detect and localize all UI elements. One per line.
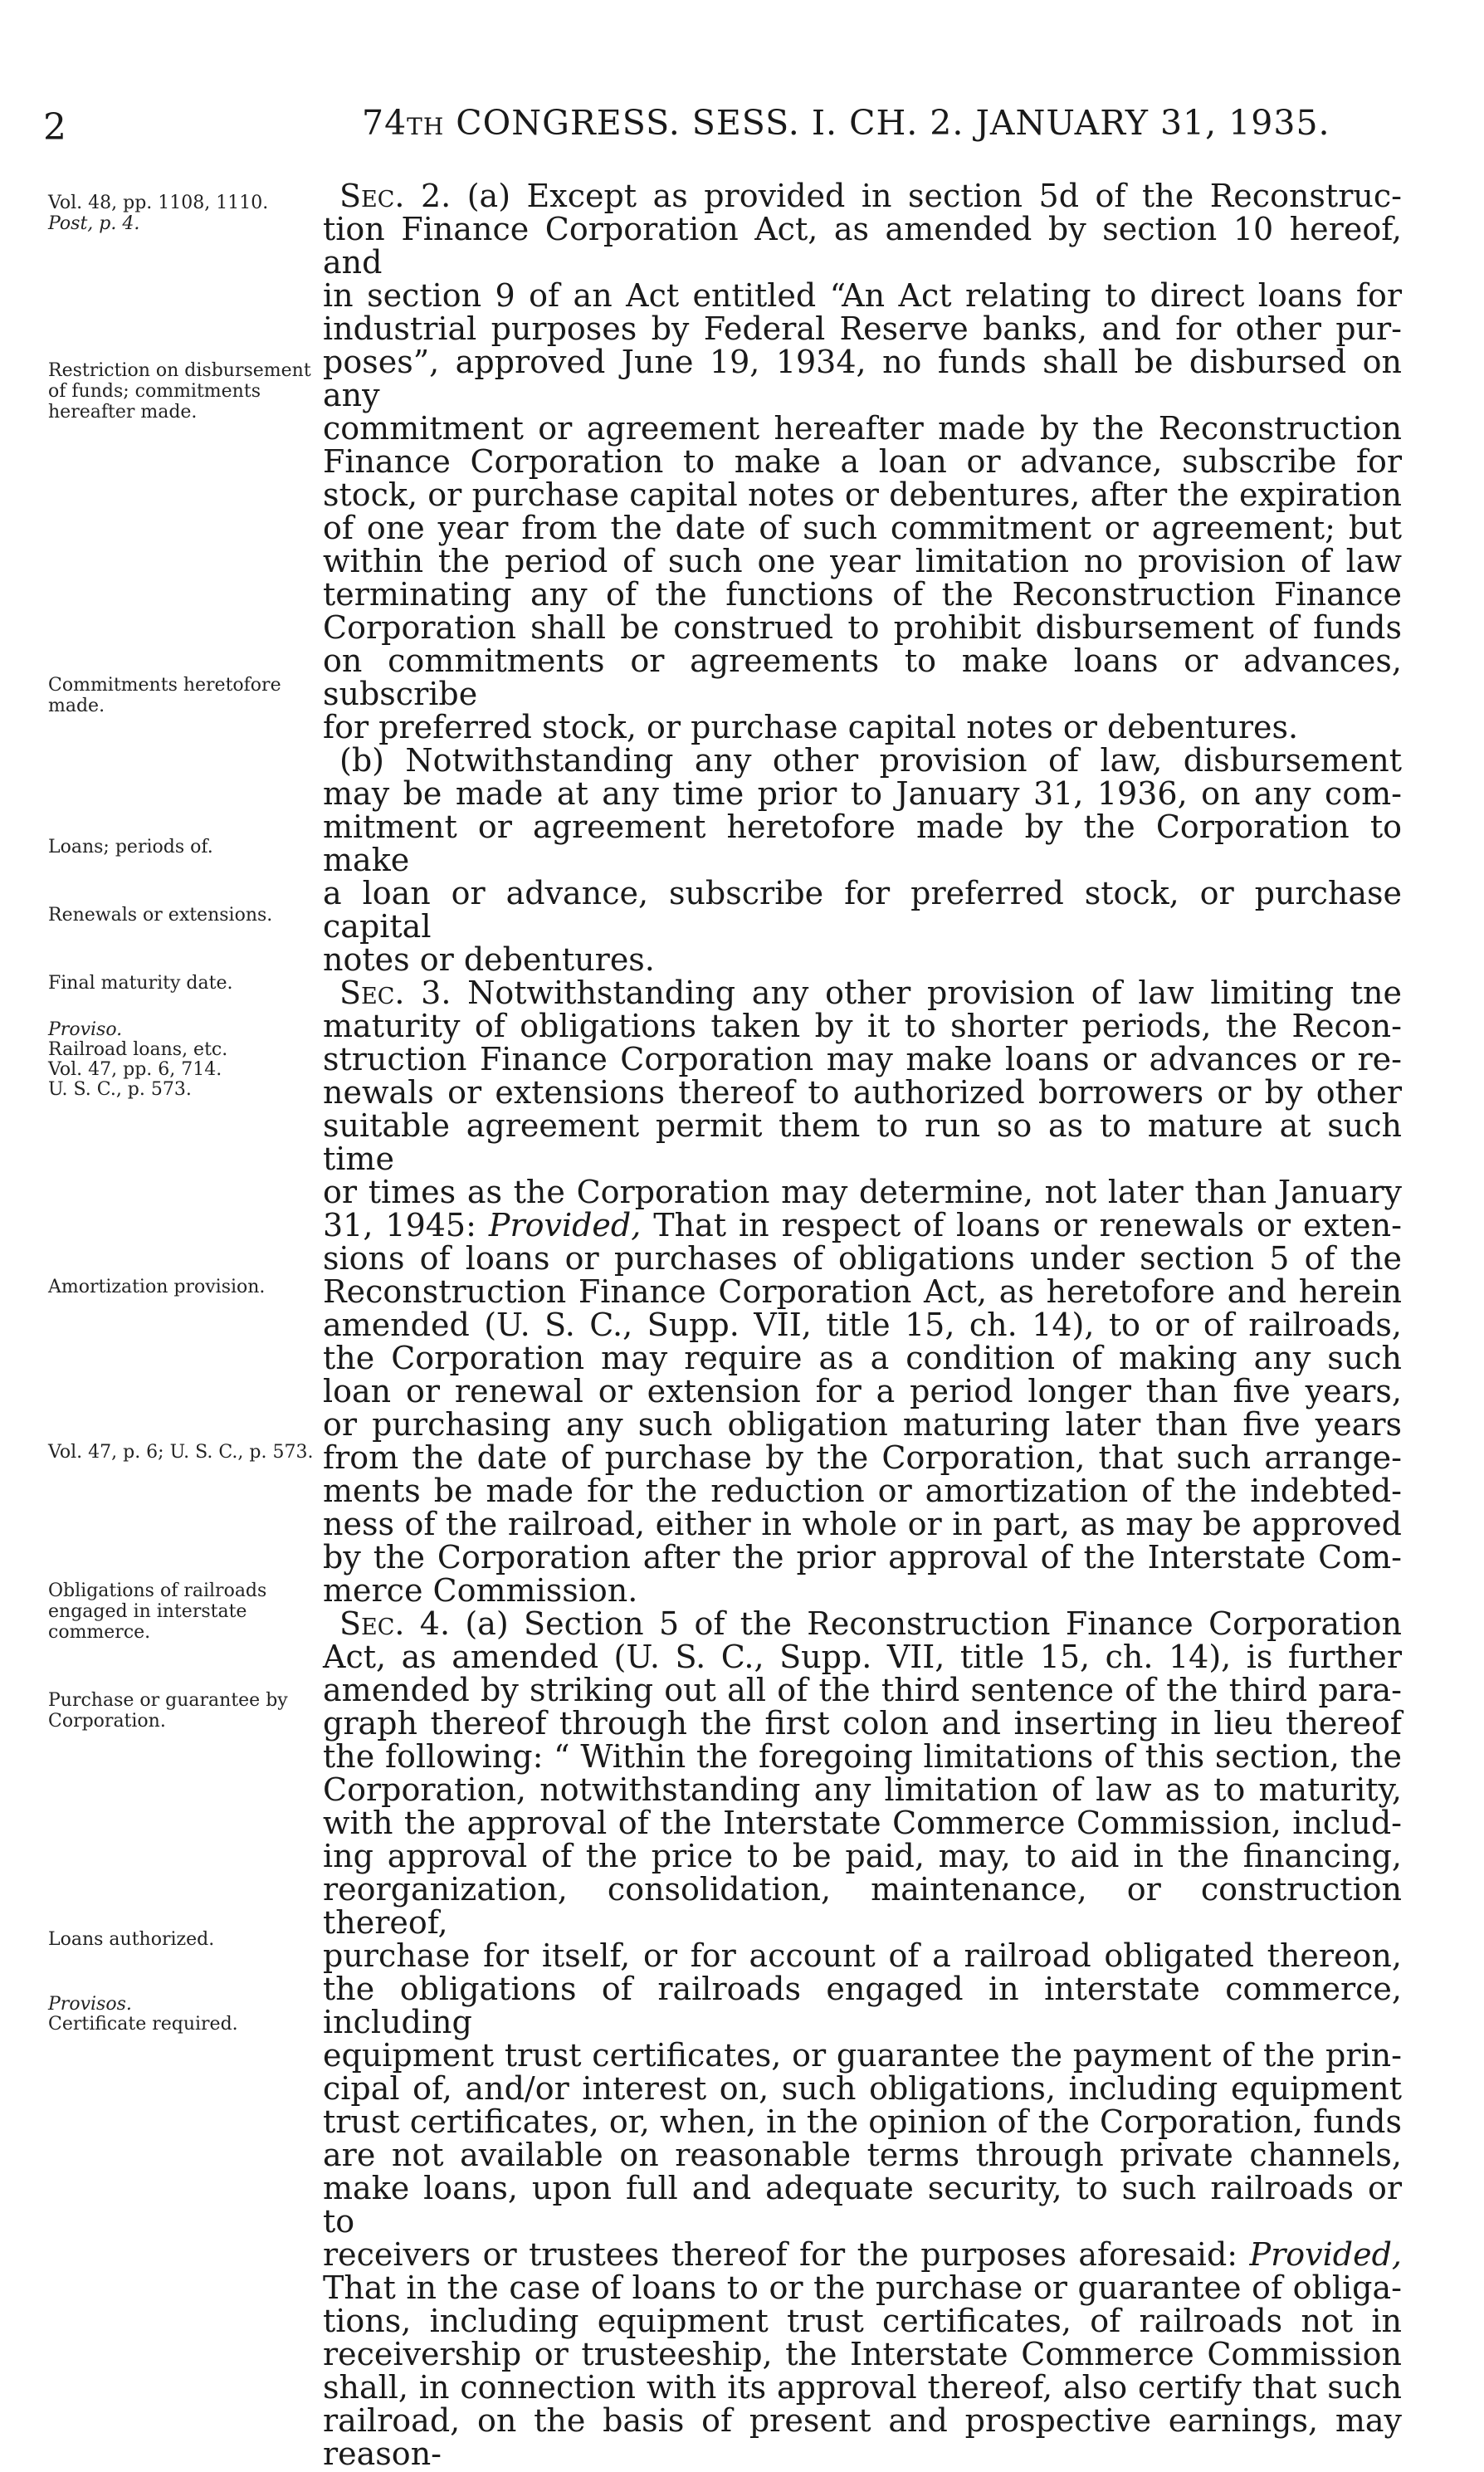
section-number: Sec. 4. (339, 1605, 451, 1642)
text-line: from the date of purchase by the Corporation, that such arrange- (323, 1439, 1402, 1476)
margin-note: Commitments heretofore made. (48, 675, 281, 716)
margin-note: Obligations of railroads engaged in interstate commerce. (48, 1580, 267, 1643)
text-line: trust certificates, or, when, in the opinion of the Corporation, funds (323, 2103, 1402, 2140)
text-line-content: receivers or trustees thereof for the purposes aforesaid: (323, 2236, 1238, 2273)
margin-note-italic: Proviso. (48, 1019, 123, 1040)
text-line: terminating any of the functions of the Reconstruction Finance (323, 576, 1402, 613)
text-line: may be made at any time prior to January 31, 1936, on any com- (323, 775, 1402, 812)
running-head-ordinal-suffix: TH (407, 113, 445, 140)
text-line: loan or renewal or extension for a period longer than five years, (323, 1373, 1402, 1409)
text-line: or purchasing any such obligation maturing later than five years (323, 1406, 1402, 1443)
text-line: the following: “ Within the foregoing limitations of this section, the (323, 1738, 1402, 1775)
text-line: equipment trust certificates, or guarantee the payment of the prin- (323, 2037, 1402, 2074)
text-line (323, 976, 1402, 1009)
margin-note: Vol. 48, pp. 1108, 1110. (48, 193, 269, 213)
text-line: sions of loans or purchases of obligations under section 5 of the (323, 1240, 1402, 1277)
margin-note: Restriction on disbursement of funds; commitments hereafter made. (48, 360, 311, 423)
text-line-content: (a) Section 5 of the Reconstruction Finance Corporation (465, 1605, 1402, 1642)
margin-note (48, 1994, 314, 2015)
text-line: for preferred stock, or purchase capital notes or debentures. (323, 709, 1299, 745)
text-line: by the Corporation after the prior approval of the Interstate Com- (323, 1539, 1402, 1576)
text-line: the obligations of railroads engaged in interstate commerce, including (323, 1971, 1402, 2040)
text-line: amended (U. S. C., Supp. VII, title 15, ch. 14), to or of railroads, (323, 1307, 1402, 1343)
margin-note: Vol. 47, p. 6; U. S. C., p. 573. (48, 1442, 314, 1463)
text-line: (b) Notwithstanding any other provision of law, disbursement (339, 742, 1402, 779)
margin-note: U. S. C., p. 573. (48, 1079, 192, 1100)
running-head (362, 103, 1330, 143)
text-line: ing approval of the price to be paid, may, to aid in the financing, (323, 1838, 1402, 1874)
text-line: merce Commission. (323, 1572, 638, 1609)
text-line: a loan or advance, subscribe for preferred stock, or purchase capital (323, 875, 1402, 945)
margin-note (48, 213, 314, 234)
text-line: poses”, approved June 19, 1934, no funds shall be disbursed on any (323, 344, 1402, 413)
text-line: reorganization, consolidation, maintenance, or construction thereof, (323, 1871, 1402, 1941)
text-line: Act, as amended (U. S. C., Supp. VII, title 15, ch. 14), is further (323, 1639, 1402, 1675)
text-line (323, 1209, 1402, 1242)
text-line: on commitments or agreements to make loans or advances, subscribe (323, 642, 1402, 712)
page-number: 2 (43, 106, 66, 149)
margin-note: Loans; periods of. (48, 837, 213, 857)
text-line: industrial purposes by Federal Reserve banks, and for other pur- (323, 310, 1402, 347)
section-number: Sec. 2. (339, 178, 452, 214)
text-line: ments be made for the reduction or amortization of the indebted- (323, 1473, 1402, 1509)
margin-note: Certificate required. (48, 2014, 238, 2035)
text-line-content: 31, 1945: (323, 1207, 476, 1243)
margin-note: Railroad loans, etc. (48, 1039, 228, 1060)
margin-note: Purchase or guarantee by Corporation. (48, 1690, 288, 1732)
text-line: graph thereof through the first colon and inserting in lieu thereof (323, 1705, 1402, 1742)
text-line: suitable agreement permit them to run so as to mature at such time (323, 1107, 1402, 1177)
statute-body (323, 179, 1402, 2470)
text-line: with the approval of the Interstate Commerce Commission, includ- (323, 1805, 1402, 1841)
text-line: commitment or agreement hereafter made by the Reconstruction (323, 410, 1402, 447)
running-head-congress-number: 74 (362, 103, 408, 143)
text-line-content: Notwithstanding any other provision of law limiting tne (467, 975, 1402, 1011)
text-line: shall, in connection with its approval thereof, also certify that such (323, 2369, 1402, 2406)
proviso-word: Provided, (1249, 2236, 1402, 2273)
text-line: or times as the Corporation may determine, not later than January (323, 1174, 1402, 1210)
text-line: are not available on reasonable terms through private channels, (323, 2137, 1402, 2173)
text-line (323, 1607, 1402, 1640)
margin-note: Amortization provision. (48, 1277, 266, 1297)
margin-note: Final maturity date. (48, 973, 233, 994)
margin-note: Vol. 47, pp. 6, 714. (48, 1059, 222, 1080)
proviso-word: Provided, (488, 1207, 642, 1243)
text-line: of one year from the date of such commitment or agreement; but (323, 510, 1402, 546)
text-line: That in the case of loans to or the purchase or guarantee of obliga- (323, 2269, 1402, 2306)
text-line: purchase for itself, or for account of a railroad obligated thereon, (323, 1937, 1402, 1974)
text-line: the Corporation may require as a condition of making any such (323, 1340, 1402, 1376)
text-line: in section 9 of an Act entitled “An Act relating to direct loans for (323, 277, 1402, 314)
text-line: tions, including equipment trust certificates, of railroads not in (323, 2303, 1402, 2339)
text-line: railroad, on the basis of present and prospective earnings, may reason- (323, 2402, 1402, 2472)
margin-note-italic: Provisos. (48, 1994, 132, 2015)
text-line: stock, or purchase capital notes or debentures, after the expiration (323, 476, 1402, 513)
text-line: within the period of such one year limitation no provision of law (323, 543, 1402, 579)
margin-note: Loans authorized. (48, 1929, 215, 1950)
text-line: struction Finance Corporation may make loans or advances or re- (323, 1041, 1402, 1077)
text-line: make loans, upon full and adequate security, to such railroads or to (323, 2170, 1402, 2240)
text-line: Reconstruction Finance Corporation Act, as heretofore and herein (323, 1273, 1402, 1310)
text-line: tion Finance Corporation Act, as amended by section 10 hereof, and (323, 211, 1402, 281)
text-line: maturity of obligations taken by it to shorter periods, the Recon- (323, 1008, 1402, 1044)
text-line: cipal of, and/or interest on, such obligations, including equipment (323, 2070, 1402, 2107)
margin-note-italic: Post, p. 4. (48, 213, 140, 234)
margin-note: Renewals or extensions. (48, 905, 273, 926)
text-line: Corporation, notwithstanding any limitation of law as to maturity, (323, 1771, 1402, 1808)
text-line-content: That in respect of loans or renewals or exten- (653, 1207, 1402, 1243)
text-line: receivership or trusteeship, the Interstate Commerce Commission (323, 2336, 1402, 2372)
section-number: Sec. 3. (339, 975, 452, 1011)
text-line: Finance Corporation to make a loan or advance, subscribe for (323, 443, 1402, 480)
text-line (323, 2238, 1402, 2271)
text-line: mitment or agreement heretofore made by the Corporation to make (323, 809, 1402, 878)
text-line: Corporation shall be construed to prohibit disbursement of funds (323, 609, 1402, 646)
text-line: ness of the railroad, either in whole or in part, as may be approved (323, 1506, 1402, 1542)
text-line-content: (a) Except as provided in section 5d of the Reconstruc- (466, 178, 1402, 214)
running-head-text: CONGRESS. SESS. I. CH. 2. JANUARY 31, 1935. (444, 103, 1330, 143)
text-line: notes or debentures. (323, 941, 655, 978)
margin-note (48, 1019, 314, 1040)
text-line: newals or extensions thereof to authorized borrowers or by other (323, 1074, 1402, 1111)
text-line (323, 179, 1402, 213)
text-line: amended by striking out all of the third sentence of the third para- (323, 1672, 1402, 1708)
